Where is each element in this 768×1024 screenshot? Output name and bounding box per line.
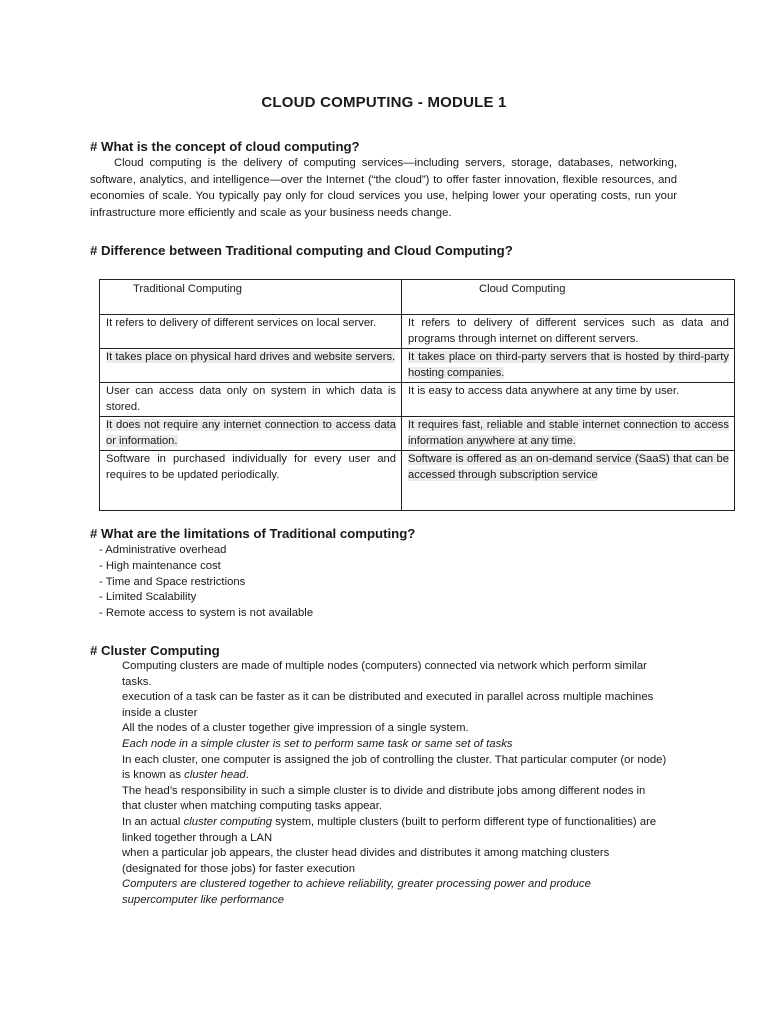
comparison-table [99, 279, 735, 511]
cluster-text: In an actual [122, 815, 184, 828]
table-cell [100, 417, 402, 451]
table-row [100, 383, 735, 417]
header-traditional: Traditional Computing [100, 280, 402, 315]
table-cell [100, 451, 402, 511]
cluster-paragraph: Each node in a simple cluster is set to perform same task or same set of tasks [122, 737, 513, 750]
table-cell [402, 417, 735, 451]
list-item: - Administrative overhead [99, 544, 227, 556]
cell-text: Software in purchased individually for every user and requires to be updated periodically. [106, 453, 396, 481]
cluster-paragraph: The head’s responsibility in such a simple cluster is to divide and distribute jobs among different nodes in that cluster when matching computing tasks appear. [122, 784, 646, 813]
limitations-heading: # What are the limitations of Traditional computing? [90, 526, 416, 541]
concept-heading: # What is the concept of cloud computing? [90, 139, 360, 154]
cluster-paragraph: when a particular job appears, the cluster head divides and distributes it among matching clusters (designated for those jobs) for faster execution [122, 847, 610, 875]
limitations-list [99, 543, 313, 622]
cluster-computing-term: cluster computing [183, 815, 273, 828]
table-cell [402, 315, 735, 349]
table-row [100, 349, 735, 383]
table-cell [100, 315, 402, 349]
cell-text: It does not require any internet connection to access data or information. [106, 419, 396, 447]
table-row [100, 451, 735, 511]
list-item: - High maintenance cost [99, 559, 221, 572]
cell-text: User can access data only on system in which data is stored. [106, 385, 396, 413]
cluster-paragraph [122, 815, 667, 846]
cell-text: It requires fast, reliable and stable internet connection to access information anywhere at any time. [408, 419, 729, 447]
difference-heading: # Difference between Traditional computing and Cloud Computing? [90, 243, 513, 258]
table-cell [100, 349, 402, 383]
cluster-paragraph [122, 753, 667, 784]
cluster-paragraph: All the nodes of a cluster together give impression of a single system. [122, 722, 469, 735]
cluster-text: . [245, 769, 249, 782]
cluster-body [122, 659, 667, 909]
cluster-paragraph: execution of a task can be faster as it can be distributed and executed in parallel across multiple machines inside a cluster [122, 691, 654, 719]
concept-body: Cloud computing is the delivery of computing services—including servers, storage, databases, networking, software, analytics, and intelligence—over the Internet (“the cloud”) to offer faster innovation, flexible resources, and economies of scale. You typically pay only for cloud services you use, helping lower your operating costs, run your infrastructure more efficiently and scale as your business needs change. [90, 157, 677, 219]
list-item: - Remote access to system is not available [99, 607, 314, 620]
table-cell [100, 383, 402, 417]
cell-text: It is easy to access data anywhere at any time by user. [408, 385, 680, 397]
table-header-row [100, 280, 735, 315]
cell-text: It refers to delivery of different services such as data and programs through internet on different servers. [408, 317, 729, 345]
document-title: CLOUD COMPUTING - MODULE 1 [261, 94, 507, 111]
table-row [100, 417, 735, 451]
header-cloud: Cloud Computing [402, 280, 735, 315]
cluster-head-term: cluster head [184, 769, 246, 782]
cluster-heading: # Cluster Computing [90, 643, 220, 658]
concept-paragraph [90, 155, 677, 221]
cluster-paragraph: Computers are clustered together to achieve reliability, greater processing power and produce supercomputer like performance [122, 878, 591, 906]
list-item: - Limited Scalability [99, 591, 197, 604]
cell-text: It refers to delivery of different services on local server. [106, 317, 377, 329]
table-cell [402, 383, 735, 417]
cluster-paragraph: Computing clusters are made of multiple nodes (computers) connected via network which perform similar tasks. [122, 660, 647, 688]
table-cell [402, 349, 735, 383]
cell-text: It takes place on third-party servers that is hosted by third-party hosting companies. [408, 351, 729, 379]
cell-text: It takes place on physical hard drives and website servers. [106, 351, 396, 363]
table-cell [402, 451, 735, 511]
list-item: - Time and Space restrictions [99, 575, 246, 588]
cluster-text: In each cluster, one computer is assigned the job of controlling the cluster. That particular computer (or node) is known as [122, 753, 667, 782]
cell-text: Software is offered as an on-demand service (SaaS) that can be accessed through subscription service [408, 453, 729, 481]
cluster-text: system, multiple clusters (built to perform different type of functionalities) are linked together through a LAN [122, 815, 657, 844]
table-row [100, 315, 735, 349]
